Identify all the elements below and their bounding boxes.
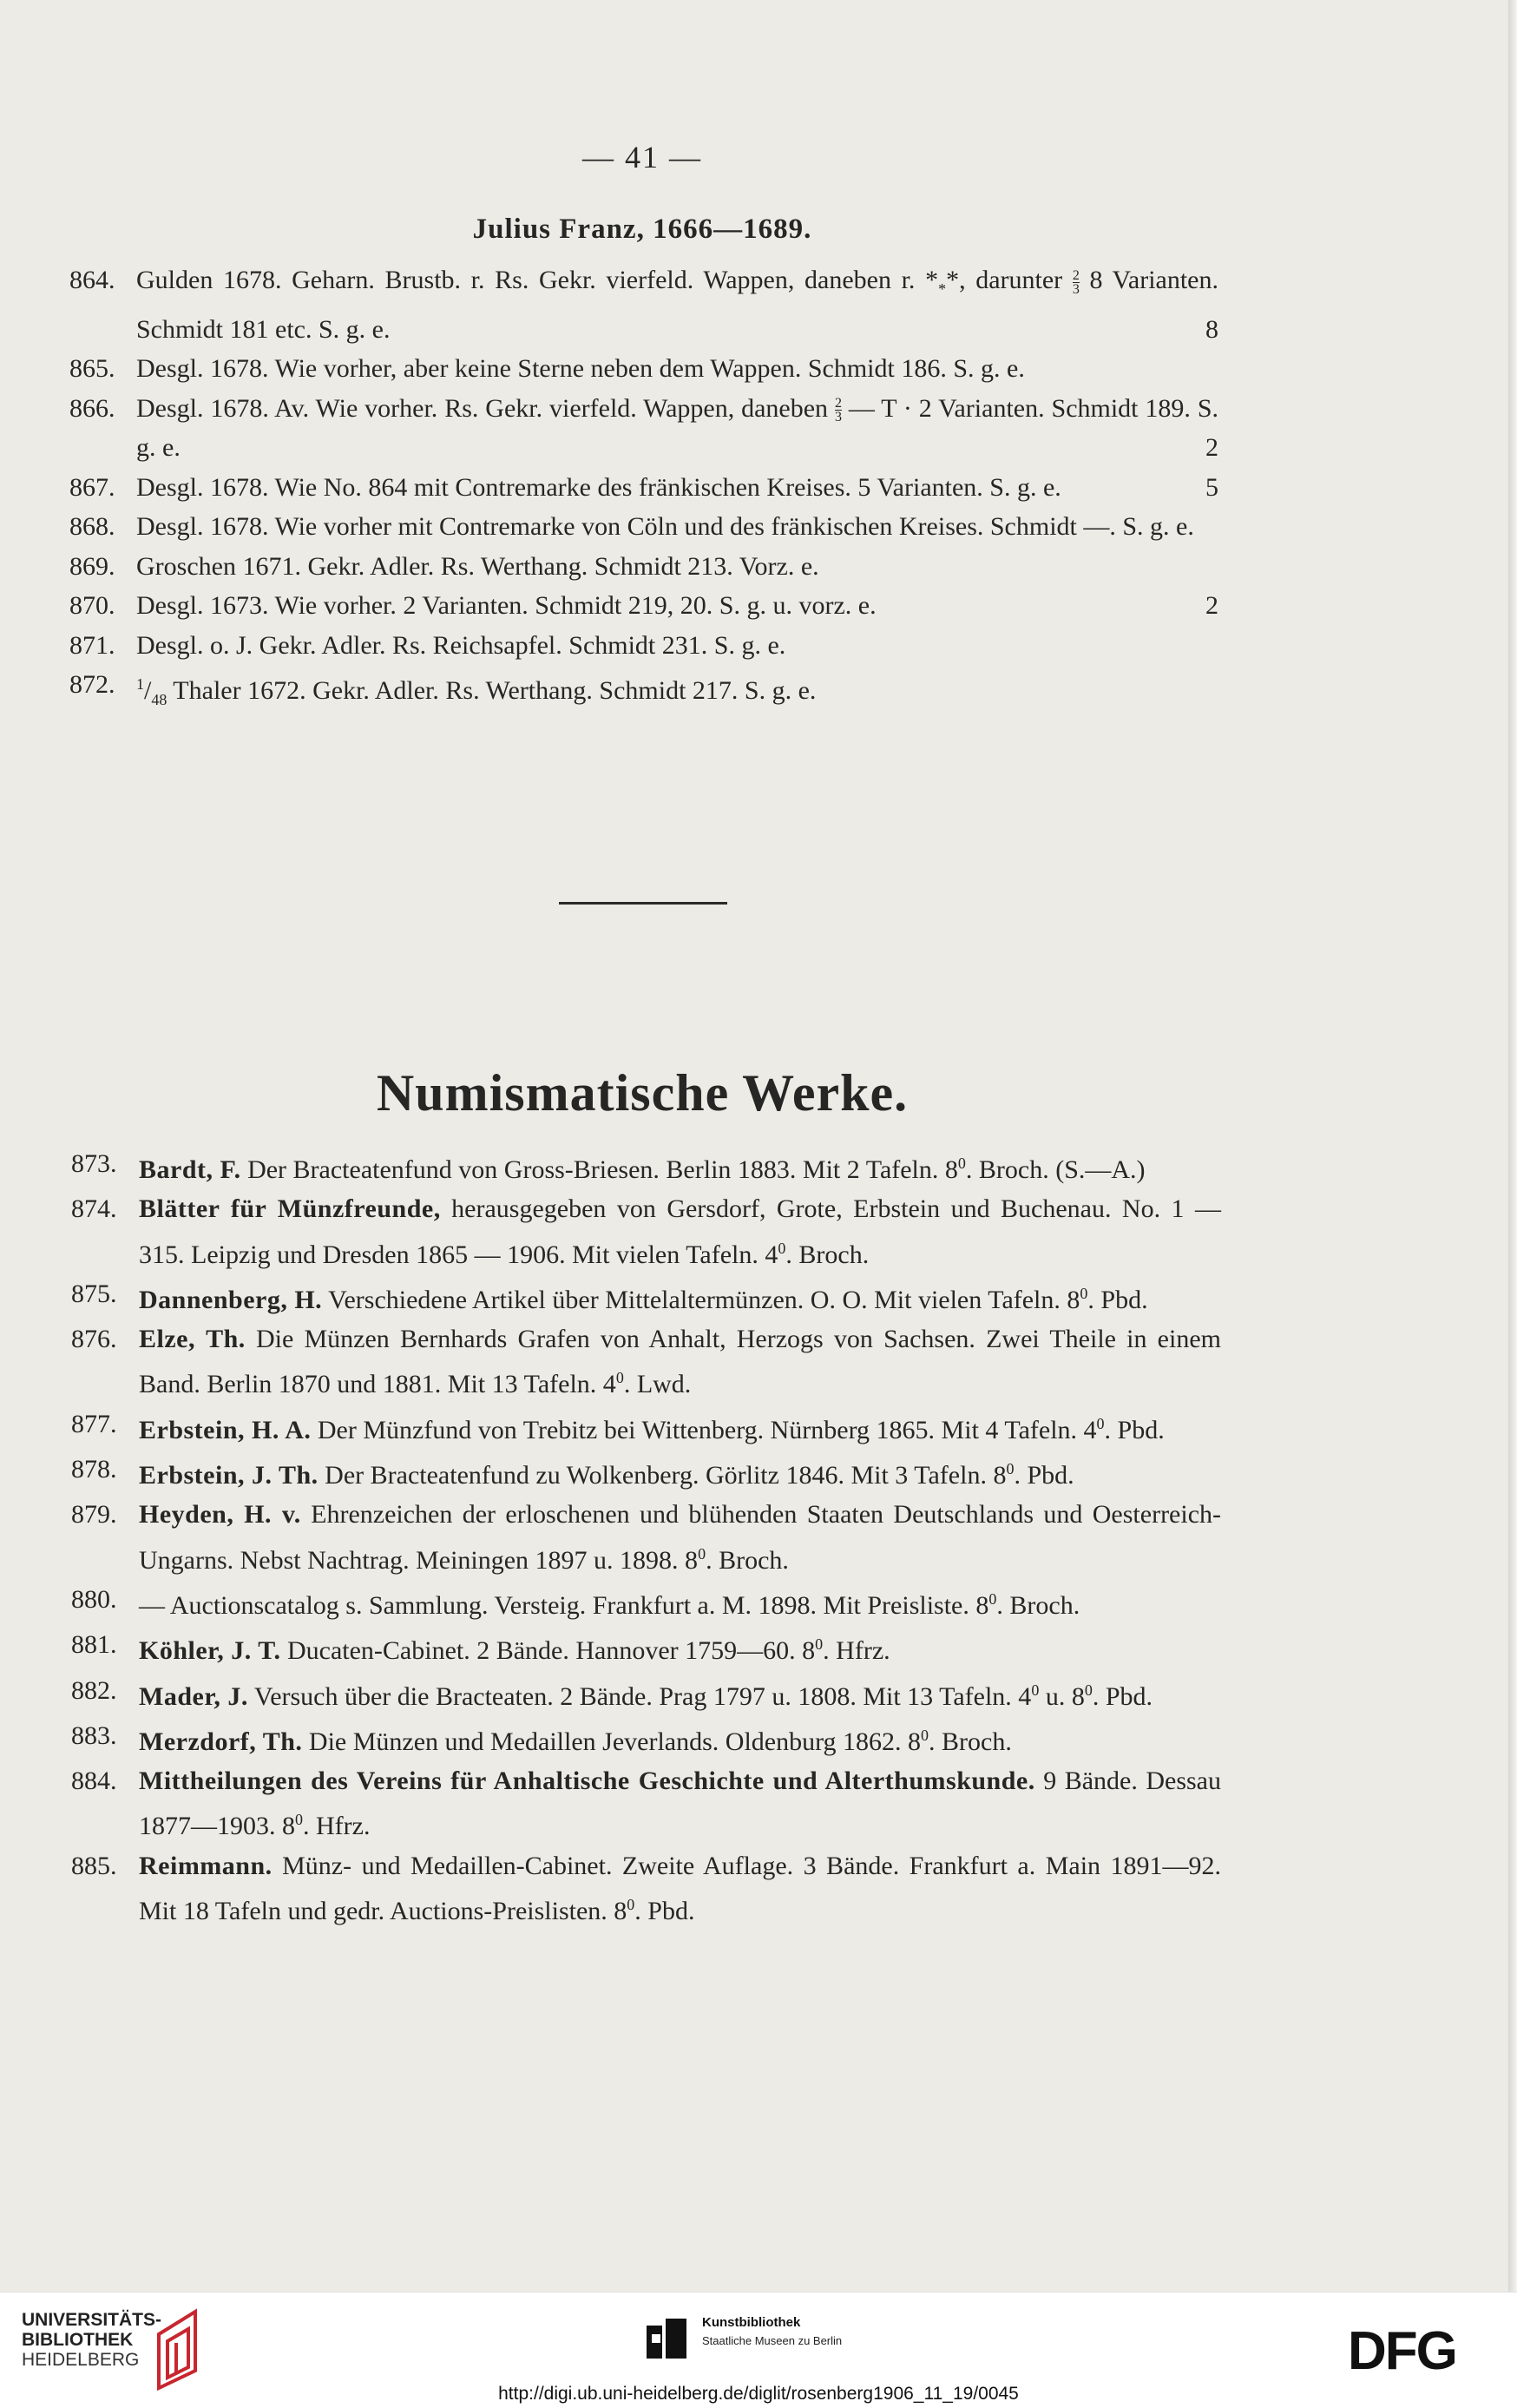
coin-entry <box>0 547 1517 587</box>
entry-text-run: . Broch. <box>996 1590 1080 1620</box>
literature-entry <box>0 1274 1517 1319</box>
uni-logo-line3: HEIDELBERG <box>22 2350 140 2370</box>
entry-text-run: Desgl. o. J. Gekr. Adler. Rs. Reichsapfel. Schmidt 231. S. g. e. <box>136 630 786 660</box>
entry-text-run: Der Münzfund von Trebitz bei Wittenberg. Nürnberg 1865. Mit 4 Tafeln. 4 <box>311 1415 1097 1444</box>
literature-entry <box>0 1671 1517 1716</box>
coin-entry <box>0 626 1517 666</box>
entry-text-run: . Broch. (S.—A.) <box>965 1155 1146 1184</box>
entry-number: 880. <box>71 1584 117 1614</box>
heidelberg-library-mark-icon <box>152 2308 213 2391</box>
entry-text-run: *, darunter <box>946 266 1073 294</box>
literature-entry <box>0 1319 1517 1405</box>
literature-entry <box>0 1580 1517 1625</box>
dfg-logo-text: DFG <box>1348 2324 1456 2376</box>
entry-text-run: . Pbd. <box>1092 1681 1153 1711</box>
entry-text-run: . Hfrz. <box>303 1812 371 1841</box>
superscript: 0 <box>698 1544 706 1563</box>
entry-text-run: Der Bracteatenfund von Gross-Briesen. Berlin 1883. Mit 2 Tafeln. 8 <box>240 1155 958 1184</box>
entry-text-run: . Broch. <box>785 1240 870 1269</box>
entry-number: 867. <box>69 472 115 502</box>
superscript: 0 <box>921 1726 929 1744</box>
entry-number: 873. <box>71 1149 117 1178</box>
superscript: 0 <box>1006 1460 1015 1478</box>
entry-text <box>139 1319 1221 1405</box>
entry-number: 868. <box>69 512 115 541</box>
entry-text-run: . Broch. <box>706 1545 789 1575</box>
superscript: 0 <box>778 1239 786 1257</box>
author-name: Heyden, H. v. <box>139 1500 301 1530</box>
entry-number: 878. <box>71 1455 117 1484</box>
section-divider <box>559 902 727 905</box>
lot-quantity: 8 <box>1205 314 1218 344</box>
literature-entry <box>0 1144 1517 1189</box>
superscript: 0 <box>1096 1414 1105 1432</box>
entry-text-run: 9 Bände. Dessau 1877—1903. 8 <box>139 1767 1221 1841</box>
entry-text-run: Groschen 1671. Gekr. Adler. Rs. Werthang. Schmidt 213. Vorz. e. <box>136 551 819 581</box>
entry-text <box>139 1716 1221 1761</box>
subscript: 48 <box>151 691 167 708</box>
entry-text-run: Münz- und Medaillen-Cabinet. Zweite Auflage. 3 Bände. Frankfurt a. Main 1891—92. Mit 18 Tafeln und gedr. Auctions-Preislisten. 8 <box>139 1851 1221 1926</box>
entry-text-run: — T · 2 Varianten. Schmidt 189. S. g. e. <box>136 393 1219 462</box>
entry-text-run: 8 Varianten. Schmidt 181 etc. S. g. e. <box>136 266 1219 344</box>
dfg-logo[interactable] <box>1348 2324 1495 2376</box>
entry-number: 882. <box>71 1675 117 1705</box>
literature-entry <box>0 1716 1517 1761</box>
entry-number: 883. <box>71 1720 117 1750</box>
entry-text-run: Die Münzen Bernhards Grafen von Anhalt, Herzogs von Sachsen. Zwei Theile in einem Band. Berlin 1870 und 1881. Mit 13 Tafeln. 4 <box>139 1325 1221 1399</box>
entry-text <box>139 1846 1221 1931</box>
subscript: * <box>938 280 947 298</box>
superscript: 0 <box>815 1635 824 1654</box>
entry-number: 871. <box>69 630 115 660</box>
lot-quantity: 2 <box>1205 591 1218 620</box>
entry-number: 876. <box>71 1325 117 1354</box>
author-name: Erbstein, H. A. <box>139 1415 312 1444</box>
author-name: Dannenberg, H. <box>139 1285 323 1314</box>
entry-number: 864. <box>69 266 115 294</box>
uni-logo-line1: UNIVERSITÄTS- <box>22 2310 162 2330</box>
entry-number: 872. <box>69 670 115 699</box>
entry-text-run: Ducaten-Cabinet. 2 Bände. Hannover 1759—60. 8 <box>280 1636 816 1666</box>
entry-text-run: Desgl. 1678. Av. Wie vorher. Rs. Gekr. vierfeld. Wappen, daneben <box>136 393 835 423</box>
author-name: Bardt, F. <box>139 1155 241 1184</box>
entry-text-run: Der Bracteatenfund zu Wolkenberg. Görlitz 1846. Mit 3 Tafeln. 8 <box>318 1461 1007 1490</box>
literature-entry <box>0 1189 1517 1274</box>
entry-number: 869. <box>69 551 115 581</box>
author-name: Blätter für Münzfreunde, <box>139 1194 441 1224</box>
kunstbibliothek-name: Kunstbibliothek <box>702 2315 801 2330</box>
literature-entry <box>0 1625 1517 1670</box>
literature-entry <box>0 1846 1517 1931</box>
entry-text <box>139 1580 1221 1625</box>
digitization-footer <box>0 2292 1517 2408</box>
page-title: Numismatische Werke. <box>376 1064 909 1122</box>
entry-text <box>139 1144 1221 1189</box>
author-name: Köhler, J. T. <box>139 1636 281 1666</box>
entry-number: 884. <box>71 1767 117 1796</box>
entry-text-run: . Lwd. <box>623 1370 692 1399</box>
entry-text-run: Versuch über die Bracteaten. 2 Bände. Prag 1797 u. 1808. Mit 13 Tafeln. 4 <box>247 1681 1032 1711</box>
entry-text-run: Ehrenzeichen der erloschenen und blühenden Staaten Deutschlands und Oesterreich-Ungarns. Nebst Nachtrag. Meiningen 1897 u. 1898. 8 <box>139 1500 1222 1575</box>
entry-number: 877. <box>71 1409 117 1438</box>
kunstbibliothek-subtitle: Staatliche Museen zu Berlin <box>702 2334 843 2347</box>
superscript: 0 <box>1080 1284 1088 1302</box>
lot-quantity: 5 <box>1205 472 1218 502</box>
entry-text <box>139 1671 1221 1716</box>
entry-text-run: . Pbd. <box>1014 1461 1074 1490</box>
entry-number: 875. <box>71 1279 117 1308</box>
entry-text-run: — Auctionscatalog s. Sammlung. Versteig. Frankfurt a. M. 1898. Mit Preisliste. 8 <box>139 1590 989 1620</box>
entry-text-run: Gulden 1678. Geharn. Brustb. r. Rs. Gekr. vierfeld. Wappen, daneben r. * <box>136 266 939 294</box>
author-name: Reimmann. <box>139 1851 273 1880</box>
kunstbibliothek-mark-icon <box>647 2319 690 2362</box>
author-name: Elze, Th. <box>139 1325 246 1354</box>
literature-entry <box>0 1495 1517 1580</box>
literature-entry <box>0 1405 1517 1450</box>
fraction: $\frac{2}{3}$ <box>834 396 842 425</box>
coin-entry <box>0 665 1517 720</box>
entry-text-run: Verschiedene Artikel über Mittelaltermünzen. O. O. Mit vielen Tafeln. 8 <box>322 1285 1080 1314</box>
entry-text-run: Thaler 1672. Gekr. Adler. Rs. Werthang. Schmidt 217. S. g. e. <box>167 676 817 705</box>
entry-text <box>136 468 1218 508</box>
entry-text <box>139 1274 1221 1319</box>
coin-entry <box>0 260 1517 349</box>
entry-number: 885. <box>71 1851 117 1880</box>
literature-entry <box>0 1450 1517 1495</box>
entry-text-run: . Pbd. <box>1087 1285 1148 1314</box>
entry-number: 866. <box>69 393 115 423</box>
entry-text <box>139 1189 1221 1274</box>
entry-text-run: herausgegeben von Gersdorf, Grote, Erbstein und Buchenau. No. 1 — 315. Leipzig und Dresden 1865 — 1906. Mit vielen Tafeln. 4 <box>139 1194 1221 1269</box>
superscript: 0 <box>1031 1681 1040 1699</box>
entry-text <box>136 260 1218 349</box>
entry-text-run: Desgl. 1678. Wie No. 864 mit Contremarke des fränkischen Kreises. 5 Varianten. S. g. e. <box>136 472 1061 502</box>
coin-entry <box>0 349 1517 389</box>
coin-entry <box>0 389 1517 468</box>
literature-entry-list <box>0 1144 1517 1931</box>
entry-text-run: . Hfrz. <box>823 1636 890 1666</box>
entry-text-run: . Pbd. <box>1104 1415 1165 1444</box>
superscript: 0 <box>627 1896 635 1914</box>
coin-entry <box>0 586 1517 626</box>
entry-text <box>139 1495 1221 1580</box>
entry-text <box>136 507 1218 547</box>
entry-text <box>136 349 1218 389</box>
author-name: Mader, J. <box>139 1681 248 1711</box>
entry-text-run: Desgl. 1678. Wie vorher mit Contremarke von Cöln und des fränkischen Kreises. Schmidt —. S. g. e. <box>136 512 1194 541</box>
page-number: — 41 — <box>582 140 702 174</box>
entry-text <box>136 389 1218 468</box>
coin-entry <box>0 507 1517 547</box>
superscript: 0 <box>615 1369 624 1387</box>
superscript: 0 <box>988 1589 997 1608</box>
superscript: 0 <box>295 1811 303 1829</box>
entry-text-run: Desgl. 1673. Wie vorher. 2 Varianten. Schmidt 219, 20. S. g. u. vorz. e. <box>136 591 877 620</box>
uni-logo-line2: BIBLIOTHEK <box>22 2330 134 2350</box>
author-name: Erbstein, J. Th. <box>139 1461 319 1490</box>
entry-text <box>136 547 1218 587</box>
entry-text-run: Die Münzen und Medaillen Jeverlands. Oldenburg 1862. 8 <box>302 1727 922 1756</box>
superscript: 0 <box>1084 1681 1093 1699</box>
entry-number: 881. <box>71 1630 117 1660</box>
entry-text-run: . Broch. <box>929 1727 1012 1756</box>
entry-number: 865. <box>69 354 115 383</box>
author-name: Mittheilungen des Vereins für Anhaltische Geschichte und Alterthumskunde. <box>139 1767 1035 1796</box>
entry-text <box>139 1625 1221 1670</box>
entry-text-run: / <box>144 676 152 705</box>
entry-text-run: . Pbd. <box>634 1897 695 1926</box>
entry-number: 870. <box>69 591 115 620</box>
permalink-url[interactable]: http://digi.ub.uni-heidelberg.de/diglit/rosenberg1906_11_19/0045 <box>498 2384 1019 2404</box>
entry-text <box>136 626 1218 666</box>
author-name: Merzdorf, Th. <box>139 1727 303 1756</box>
entry-text <box>139 1761 1221 1846</box>
superscript: 0 <box>957 1155 966 1172</box>
coin-entry <box>0 468 1517 508</box>
entry-text-run: u. 8 <box>1039 1681 1085 1711</box>
entry-number: 874. <box>71 1194 117 1224</box>
entry-text <box>136 586 1218 626</box>
literature-entry <box>0 1761 1517 1846</box>
section-heading: Julius Franz, 1666—1689. <box>472 214 812 245</box>
superscript: 1 <box>136 675 144 693</box>
entry-text <box>139 1405 1221 1450</box>
lot-quantity: 2 <box>1205 433 1218 462</box>
entry-text-run: Desgl. 1678. Wie vorher, aber keine Sterne neben dem Wappen. Schmidt 186. S. g. e. <box>136 354 1025 383</box>
entry-number: 879. <box>71 1500 117 1530</box>
coin-entry-list <box>0 260 1517 720</box>
fraction: $\frac{2}{3}$ <box>1072 267 1080 297</box>
entry-text <box>136 665 1218 720</box>
entry-text <box>139 1450 1221 1495</box>
heidelberg-library-logo[interactable] <box>22 2310 161 2370</box>
